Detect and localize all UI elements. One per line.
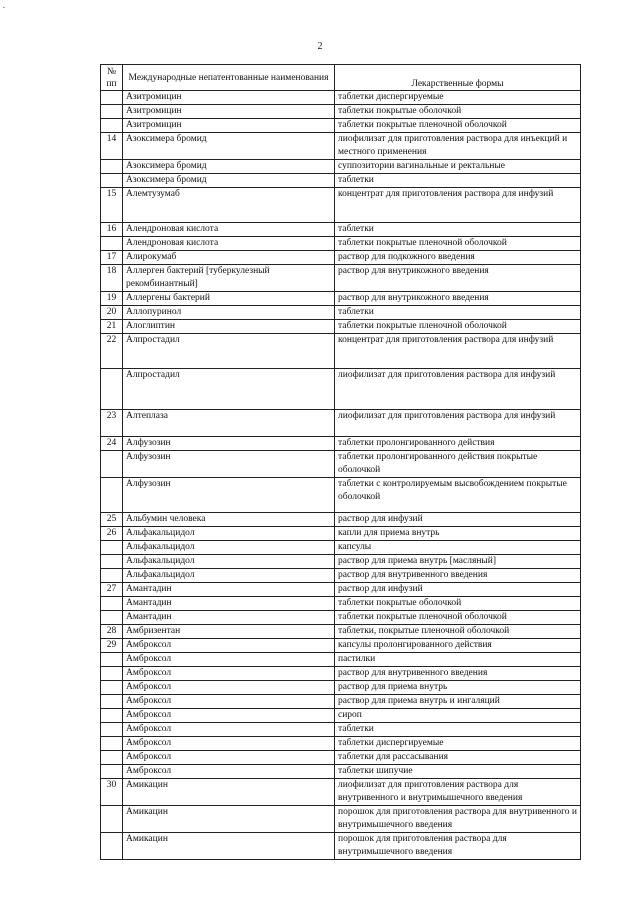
drug-name-cell: Алфузозин bbox=[123, 451, 335, 478]
table-row bbox=[101, 527, 581, 541]
header-dosage-form: Лекарственные формы bbox=[335, 65, 581, 91]
drug-name-cell: Амантадин bbox=[123, 597, 335, 611]
table-row bbox=[101, 188, 581, 223]
table-row bbox=[101, 625, 581, 639]
row-number-cell bbox=[101, 806, 123, 833]
table-row bbox=[101, 597, 581, 611]
row-number-cell bbox=[101, 765, 123, 779]
row-number-cell: 21 bbox=[101, 320, 123, 334]
drug-name-cell: Амикацин bbox=[123, 833, 335, 860]
dosage-form-cell: таблетки bbox=[335, 306, 581, 320]
row-number-cell bbox=[101, 174, 123, 188]
page-number: 2 bbox=[317, 41, 323, 52]
drug-name-cell: Азоксимера бромид bbox=[123, 160, 335, 174]
table-row bbox=[101, 639, 581, 653]
table-row bbox=[101, 251, 581, 265]
drug-name-cell: Алфузозин bbox=[123, 478, 335, 513]
row-number-cell: 28 bbox=[101, 625, 123, 639]
drug-name-cell: Алоглиптин bbox=[123, 320, 335, 334]
row-number-cell: 22 bbox=[101, 334, 123, 369]
row-number-cell bbox=[101, 667, 123, 681]
table-row bbox=[101, 292, 581, 306]
table-row bbox=[101, 737, 581, 751]
drug-name-cell: Амброксол bbox=[123, 639, 335, 653]
row-number-cell bbox=[101, 160, 123, 174]
table-row bbox=[101, 320, 581, 334]
table-row bbox=[101, 160, 581, 174]
dosage-form-cell: раствор для инфузий bbox=[335, 513, 581, 527]
row-number-cell: 20 bbox=[101, 306, 123, 320]
table-row bbox=[101, 174, 581, 188]
drug-name-cell: Амброксол bbox=[123, 709, 335, 723]
table-row bbox=[101, 105, 581, 119]
dosage-form-cell: раствор для инфузий bbox=[335, 583, 581, 597]
table-row bbox=[101, 653, 581, 667]
row-number-cell bbox=[101, 237, 123, 251]
table-row bbox=[101, 779, 581, 806]
table-row bbox=[101, 237, 581, 251]
row-number-cell bbox=[101, 541, 123, 555]
row-number-cell: 18 bbox=[101, 265, 123, 292]
dosage-form-cell: таблетки пролонгированного действия покрытые оболочкой bbox=[335, 451, 581, 478]
drug-name-cell: Алендроновая кислота bbox=[123, 223, 335, 237]
drug-name-cell: Алтеплаза bbox=[123, 410, 335, 437]
row-number-cell bbox=[101, 119, 123, 133]
row-number-cell: 26 bbox=[101, 527, 123, 541]
row-number-cell: 25 bbox=[101, 513, 123, 527]
row-number-cell bbox=[101, 751, 123, 765]
drug-name-cell: Алирокумаб bbox=[123, 251, 335, 265]
header-number: № пп bbox=[101, 65, 123, 91]
row-number-cell: 29 bbox=[101, 639, 123, 653]
table-row bbox=[101, 751, 581, 765]
dosage-form-cell: таблетки покрытые пленочной оболочкой bbox=[335, 119, 581, 133]
row-number-cell: 24 bbox=[101, 437, 123, 451]
drug-name-cell: Альфакальцидол bbox=[123, 527, 335, 541]
dosage-form-cell: таблетки диспергируемые bbox=[335, 91, 581, 105]
dosage-form-cell: раствор для подкожного введения bbox=[335, 251, 581, 265]
row-number-cell bbox=[101, 91, 123, 105]
table-row bbox=[101, 806, 581, 833]
table-row bbox=[101, 709, 581, 723]
dosage-form-cell: пастилки bbox=[335, 653, 581, 667]
dosage-form-cell: раствор для внутрикожного введения bbox=[335, 292, 581, 306]
drug-name-cell: Аллерген бактерий [туберкулезный рекомбинантный] bbox=[123, 265, 335, 292]
drug-name-cell: Азоксимера бромид bbox=[123, 133, 335, 160]
row-number-cell bbox=[101, 653, 123, 667]
dosage-form-cell: раствор для внутрикожного введения bbox=[335, 265, 581, 292]
dosage-form-cell: таблетки bbox=[335, 723, 581, 737]
row-number-cell: 27 bbox=[101, 583, 123, 597]
drug-name-cell: Альбумин человека bbox=[123, 513, 335, 527]
row-number-cell bbox=[101, 737, 123, 751]
drug-name-cell: Амантадин bbox=[123, 611, 335, 625]
dosage-form-cell: таблетки bbox=[335, 223, 581, 237]
row-number-cell: 14 bbox=[101, 133, 123, 160]
drug-name-cell: Азитромицин bbox=[123, 105, 335, 119]
dosage-form-cell: капсулы пролонгированного действия bbox=[335, 639, 581, 653]
drug-name-cell: Азитромицин bbox=[123, 119, 335, 133]
drug-name-cell: Алемтузумаб bbox=[123, 188, 335, 223]
drug-name-cell: Амброксол bbox=[123, 723, 335, 737]
table-row bbox=[101, 583, 581, 597]
dosage-form-cell: таблетки покрытые оболочкой bbox=[335, 597, 581, 611]
table-row bbox=[101, 223, 581, 237]
dosage-form-cell: концентрат для приготовления раствора для инфузий bbox=[335, 188, 581, 223]
dosage-form-cell: таблетки покрытые пленочной оболочкой bbox=[335, 237, 581, 251]
drug-name-cell: Амброксол bbox=[123, 667, 335, 681]
dosage-form-cell: концентрат для приготовления раствора для инфузий bbox=[335, 334, 581, 369]
table-row bbox=[101, 569, 581, 583]
table-row bbox=[101, 723, 581, 737]
drug-name-cell: Азоксимера бромид bbox=[123, 174, 335, 188]
drug-name-cell: Альфакальцидол bbox=[123, 555, 335, 569]
dosage-form-cell: раствор для внутривенного введения bbox=[335, 667, 581, 681]
row-number-cell: 30 bbox=[101, 779, 123, 806]
row-number-cell bbox=[101, 555, 123, 569]
row-number-cell bbox=[101, 451, 123, 478]
table-row bbox=[101, 437, 581, 451]
dosage-form-cell: таблетки, покрытые пленочной оболочкой bbox=[335, 625, 581, 639]
row-number-cell bbox=[101, 105, 123, 119]
drug-name-cell: Амикацин bbox=[123, 779, 335, 806]
drug-name-cell: Аллергены бактерий bbox=[123, 292, 335, 306]
dosage-form-cell: раствор для приема внутрь и ингаляций bbox=[335, 695, 581, 709]
dosage-form-cell: таблетки покрытые пленочной оболочкой bbox=[335, 611, 581, 625]
row-number-cell: 23 bbox=[101, 410, 123, 437]
table-row bbox=[101, 478, 581, 513]
table-header-row bbox=[101, 65, 581, 91]
row-number-cell bbox=[101, 833, 123, 860]
table-row bbox=[101, 681, 581, 695]
table-row bbox=[101, 451, 581, 478]
dosage-form-cell: раствор для внутривенного введения bbox=[335, 569, 581, 583]
table-row bbox=[101, 695, 581, 709]
row-number-cell bbox=[101, 723, 123, 737]
drug-name-cell: Алпростадил bbox=[123, 369, 335, 410]
dosage-form-cell: таблетки диспергируемые bbox=[335, 737, 581, 751]
dosage-form-cell: таблетки для рассасывания bbox=[335, 751, 581, 765]
table-row bbox=[101, 611, 581, 625]
dosage-form-cell: капсулы bbox=[335, 541, 581, 555]
dosage-form-cell: порошок для приготовления раствора для внутривенного и внутримышечного введения bbox=[335, 806, 581, 833]
table-row bbox=[101, 119, 581, 133]
dosage-form-cell: лиофилизат для приготовления раствора для инфузий bbox=[335, 410, 581, 437]
table-row bbox=[101, 833, 581, 860]
row-number-cell: 17 bbox=[101, 251, 123, 265]
dosage-form-cell: таблетки покрытые пленочной оболочкой bbox=[335, 320, 581, 334]
row-number-cell bbox=[101, 478, 123, 513]
table-row bbox=[101, 334, 581, 369]
drug-name-cell: Амброксол bbox=[123, 751, 335, 765]
table-row bbox=[101, 306, 581, 320]
row-number-cell: 15 bbox=[101, 188, 123, 223]
dosage-form-cell: порошок для приготовления раствора для внутримышечного введения bbox=[335, 833, 581, 860]
drug-name-cell: Амикацин bbox=[123, 806, 335, 833]
dosage-form-cell: лиофилизат для приготовления раствора для инфузий bbox=[335, 369, 581, 410]
drug-name-cell: Алпростадил bbox=[123, 334, 335, 369]
row-number-cell bbox=[101, 611, 123, 625]
dosage-form-cell: таблетки покрытые оболочкой bbox=[335, 105, 581, 119]
drug-name-cell: Амброксол bbox=[123, 681, 335, 695]
dosage-form-cell: таблетки шипучие bbox=[335, 765, 581, 779]
dosage-form-cell: сироп bbox=[335, 709, 581, 723]
dosage-form-cell: капли для приема внутрь bbox=[335, 527, 581, 541]
drug-name-cell: Амброксол bbox=[123, 737, 335, 751]
drug-forms-table bbox=[100, 64, 581, 860]
drug-name-cell: Альфакальцидол bbox=[123, 569, 335, 583]
drug-name-cell: Алендроновая кислота bbox=[123, 237, 335, 251]
drug-name-cell: Амантадин bbox=[123, 583, 335, 597]
drug-name-cell: Амброксол bbox=[123, 653, 335, 667]
table-row bbox=[101, 765, 581, 779]
dosage-form-cell: суппозитории вагинальные и ректальные bbox=[335, 160, 581, 174]
header-international-name: Международные непатентованные наименования bbox=[123, 65, 335, 91]
row-number-cell: 19 bbox=[101, 292, 123, 306]
drug-name-cell: Азитромицин bbox=[123, 91, 335, 105]
table-row bbox=[101, 555, 581, 569]
table-row bbox=[101, 369, 581, 410]
row-number-cell: 16 bbox=[101, 223, 123, 237]
corner-mark: · bbox=[2, 2, 6, 14]
dosage-form-cell: раствор для приема внутрь bbox=[335, 681, 581, 695]
table-row bbox=[101, 265, 581, 292]
row-number-cell bbox=[101, 695, 123, 709]
drug-name-cell: Альфакальцидол bbox=[123, 541, 335, 555]
drug-name-cell: Амброксол bbox=[123, 695, 335, 709]
dosage-form-cell: таблетки с контролируемым высвобождением покрытые оболочкой bbox=[335, 478, 581, 513]
drug-name-cell: Аллопуринол bbox=[123, 306, 335, 320]
drug-name-cell: Алфузозин bbox=[123, 437, 335, 451]
dosage-form-cell: раствор для приема внутрь [масляный] bbox=[335, 555, 581, 569]
row-number-cell bbox=[101, 597, 123, 611]
drug-name-cell: Амброксол bbox=[123, 765, 335, 779]
row-number-cell bbox=[101, 709, 123, 723]
dosage-form-cell: таблетки пролонгированного действия bbox=[335, 437, 581, 451]
table-row bbox=[101, 513, 581, 527]
table-row bbox=[101, 133, 581, 160]
dosage-form-cell: лиофилизат для приготовления раствора для инъекций и местного применения bbox=[335, 133, 581, 160]
table-row bbox=[101, 541, 581, 555]
row-number-cell bbox=[101, 681, 123, 695]
table-row bbox=[101, 667, 581, 681]
dosage-form-cell: лиофилизат для приготовления раствора для внутривенного и внутримышечного введения bbox=[335, 779, 581, 806]
row-number-cell bbox=[101, 369, 123, 410]
drug-name-cell: Амбризентан bbox=[123, 625, 335, 639]
table-row bbox=[101, 410, 581, 437]
row-number-cell bbox=[101, 569, 123, 583]
dosage-form-cell: таблетки bbox=[335, 174, 581, 188]
table-row bbox=[101, 91, 581, 105]
